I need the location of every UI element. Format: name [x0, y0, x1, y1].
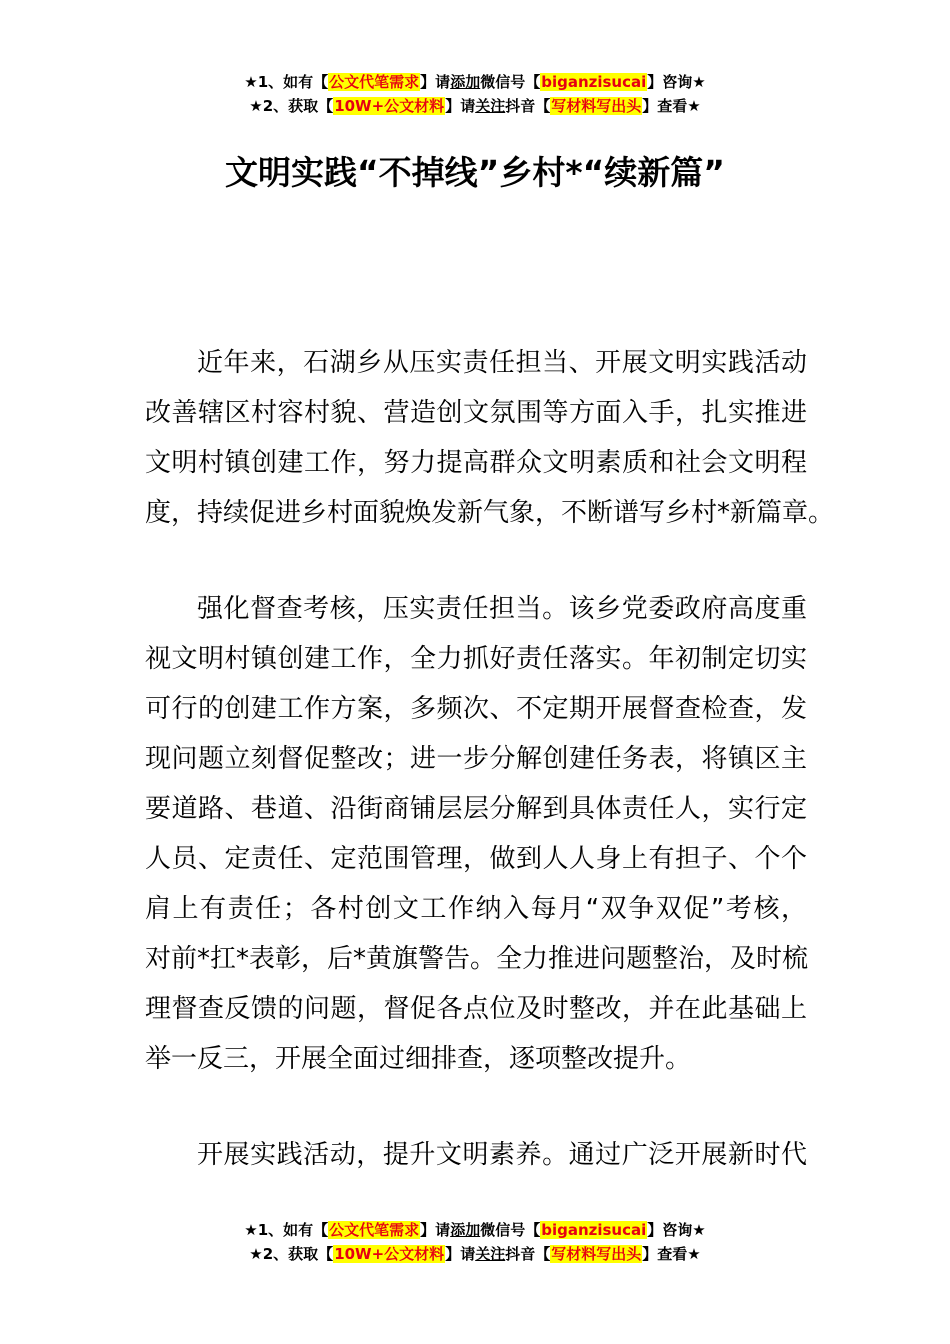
banner-text: 】请	[420, 1221, 451, 1239]
footer-banner	[0, 1218, 950, 1266]
document-title: 文明实践“不掉线”乡村*“续新篇”	[224, 153, 725, 192]
paragraph	[145, 338, 835, 538]
banner-text: 】请	[445, 1245, 476, 1263]
highlight-text: 10W+公文材料	[334, 1245, 445, 1263]
banner-line-2	[0, 1242, 950, 1266]
paragraph	[145, 1130, 807, 1180]
underlined-text: 添加	[450, 73, 481, 91]
banner-text: 微信号【	[480, 1221, 541, 1239]
banner-text: 微信号【	[480, 73, 541, 91]
underlined-text: 关注	[475, 97, 506, 115]
text-line: 现问题立刻督促整改；进一步分解创建任务表，将镇区主	[145, 744, 807, 774]
highlight-text: biganzisucai	[541, 73, 647, 91]
highlight-text: 10W+公文材料	[334, 97, 445, 115]
text-line: 视文明村镇创建工作，全力抓好责任落实。年初制定切实	[145, 644, 807, 674]
highlight-text: biganzisucai	[541, 1221, 647, 1239]
text-line: 肩上有责任；各村创文工作纳入每月“双争双促”考核，	[145, 894, 807, 924]
text-line: 文明村镇创建工作，努力提高群众文明素质和社会文明程	[145, 448, 807, 478]
banner-text: 抖音【	[505, 97, 551, 115]
highlight-text: 写材料写出头	[551, 1245, 642, 1263]
underlined-text: 关注	[475, 1245, 506, 1263]
highlight-text: 写材料写出头	[551, 97, 642, 115]
banner-text: ★2、获取【	[249, 1245, 334, 1263]
text-line: 可行的创建工作方案，多频次、不定期开展督查检查，发	[145, 694, 807, 724]
banner-text: ★1、如有【	[244, 1221, 329, 1239]
text-line: 对前*扛*表彰，后*黄旗警告。全力推进问题整治，及时梳	[145, 944, 809, 974]
text-line: 开展实践活动，提升文明素养。通过广泛开展新时代	[197, 1140, 807, 1170]
text-line: 改善辖区村容村貌、营造创文氛围等方面入手，扎实推进	[145, 398, 807, 428]
banner-text: 抖音【	[505, 1245, 551, 1263]
highlight-text: 公文代笔需求	[329, 1221, 420, 1239]
banner-text: 】咨询★	[647, 73, 706, 91]
banner-line-2	[0, 94, 950, 118]
banner-text: 】咨询★	[647, 1221, 706, 1239]
text-line: 度，持续促进乡村面貌焕发新气象，不断谱写乡村*新篇章。	[145, 498, 835, 528]
text-line: 近年来，石湖乡从压实责任担当、开展文明实践活动	[197, 348, 807, 378]
text-line: 理督查反馈的问题，督促各点位及时整改，并在此基础上	[145, 994, 807, 1024]
banner-line-1	[0, 1218, 950, 1242]
banner-text: 】请	[445, 97, 476, 115]
text-line: 举一反三，开展全面过细排查，逐项整改提升。	[145, 1044, 692, 1074]
banner-line-1	[0, 70, 950, 94]
banner-text: 】查看★	[642, 1245, 701, 1263]
header-banner	[0, 70, 950, 118]
banner-text: ★2、获取【	[249, 97, 334, 115]
text-line: 人员、定责任、定范围管理，做到人人身上有担子、个个	[145, 844, 807, 874]
document-body	[145, 338, 835, 1226]
banner-text: ★1、如有【	[244, 73, 329, 91]
paragraph	[145, 584, 807, 1084]
banner-text: 】查看★	[642, 97, 701, 115]
underlined-text: 添加	[450, 1221, 481, 1239]
highlight-text: 公文代笔需求	[329, 73, 420, 91]
banner-text: 】请	[420, 73, 451, 91]
text-line: 要道路、巷道、沿街商铺层层分解到具体责任人，实行定	[145, 794, 807, 824]
text-line: 强化督查考核，压实责任担当。该乡党委政府高度重	[197, 594, 807, 624]
